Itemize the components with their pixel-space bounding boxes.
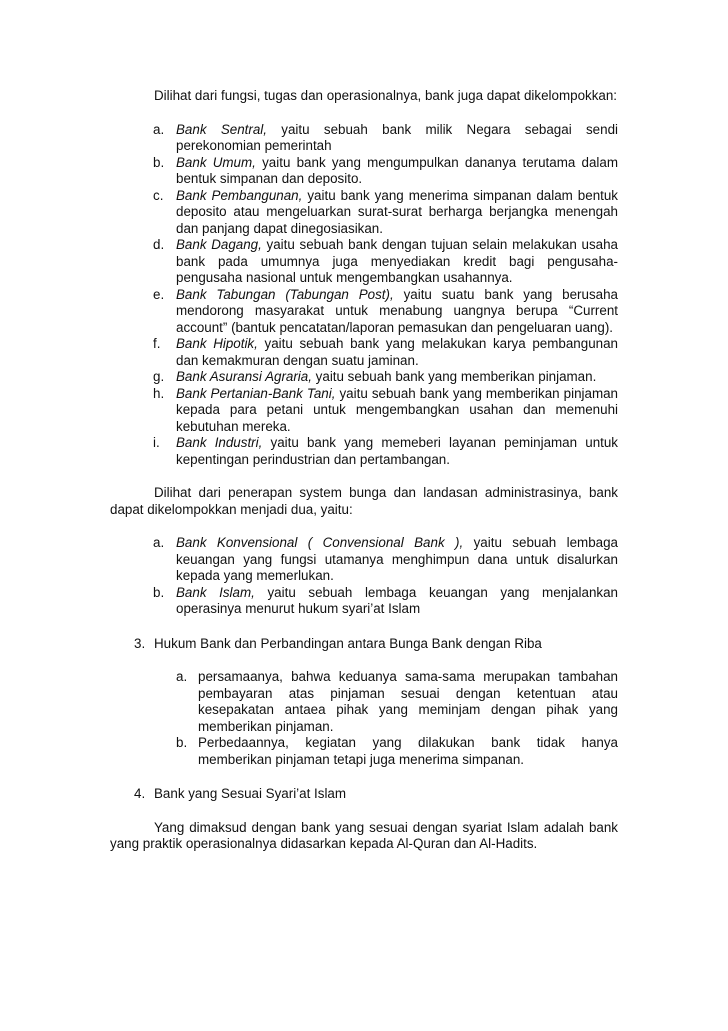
bank-term: Bank Dagang, — [176, 237, 262, 252]
intro-fungsi-paragraph: Dilihat dari fungsi, tugas dan operasionalnya, bank juga dapat dikelompokkan: — [154, 88, 618, 103]
list-item — [110, 122, 618, 155]
list-label: a. — [153, 121, 165, 137]
document-page — [110, 88, 618, 853]
bank-description: yaitu bank yang menerima simpanan dalam bentuk deposito atau mengeluarkan surat-surat berharga berjangka menengah dan panjang dapat dinegosiasikan. — [176, 187, 618, 236]
bank-term: Bank Umum, — [176, 154, 256, 170]
list-item — [110, 287, 618, 337]
list-item — [110, 386, 618, 436]
list-item — [110, 336, 618, 369]
bank-description: yaitu sebuah lembaga keuangan yang fungsi utamanya menghimpun dana untuk disalurkan kepada yang memerlukan. — [176, 535, 618, 583]
list-item — [110, 435, 618, 468]
bank-description: yaitu sebuah bank yang memberikan pinjaman. — [311, 369, 597, 384]
bank-term: Bank Pembangunan, — [176, 187, 303, 203]
bank-term: Bank Hipotik, — [176, 336, 258, 351]
fungsi-list — [110, 122, 618, 469]
section-number: 3. — [134, 635, 146, 651]
closing-paragraph: Yang dimaksud dengan bank yang sesuai dengan syariat Islam adalah bank yang praktik operasionalnya didasarkan kepada Al-Quran dan Al-Hadits. — [110, 819, 618, 851]
list-item — [110, 188, 618, 238]
section-4-heading — [110, 786, 618, 803]
list-label: i. — [153, 435, 160, 450]
list-label: f. — [153, 336, 161, 351]
bank-description: yaitu suatu bank yang berusaha mendorong masyarakat untuk menabung uangnya berupa “Current account” (bantuk pencatatan/laporan pemasukan dan pengeluaran uang). — [176, 286, 618, 335]
bank-description: yaitu sebuah bank milik Negara sebagai sendi perekonomian pemerintah — [176, 121, 618, 153]
bank-description: yaitu sebuah lembaga keuangan yang menjalankan operasinya menurut hukum syari’at Islam — [176, 584, 618, 616]
list-item — [110, 669, 618, 735]
list-item — [110, 369, 618, 386]
bank-description: yaitu bank yang mengumpulkan dananya terutama dalam bentuk simpanan dan deposito. — [176, 154, 619, 186]
bank-term: Bank Sentral, — [176, 121, 267, 137]
list-label: b. — [153, 154, 165, 170]
list-label: e. — [153, 286, 165, 302]
section-number: 4. — [134, 786, 146, 801]
list-item — [110, 735, 618, 768]
section-title: Hukum Bank dan Perbandingan antara Bunga Bank dengan Riba — [154, 635, 542, 651]
section-title: Bank yang Sesuai Syari’at Islam — [154, 786, 347, 801]
list-label: a. — [153, 535, 165, 550]
list-label: b. — [153, 584, 165, 600]
bank-description: yaitu sebuah bank dengan tujuan selain melakukan usaha bank pada umumnya juga menyediakan kredit bagi pengusaha-pengusaha nasional untuk mengembangkan usahannya. — [176, 237, 618, 285]
list-label: a. — [176, 669, 188, 684]
list-item — [110, 535, 618, 585]
list-label: b. — [176, 735, 188, 750]
list-label: c. — [153, 187, 164, 203]
list-item — [110, 585, 618, 618]
bank-description: yaitu sebuah bank yang memberikan pinjaman kepada para petani untuk mengembangkan usahan dan memenuhi kebutuhan mereka. — [176, 385, 618, 434]
bank-term: Bank Islam, — [176, 584, 255, 600]
bank-description: yaitu sebuah bank yang melakukan karya pembangunan dan kemakmuran dengan suatu jaminan. — [176, 336, 618, 368]
bank-term: Bank Industri, — [176, 435, 263, 450]
bunga-list — [110, 535, 618, 618]
bank-term: Bank Tabungan (Tabungan Post), — [176, 286, 394, 302]
list-label: h. — [153, 385, 165, 401]
riba-list — [110, 669, 618, 768]
section-3-heading — [110, 636, 618, 653]
bank-description: yaitu bank yang memeberi layanan peminjaman untuk kepentingan perindustrian dan pertambangan. — [176, 435, 618, 467]
list-item — [110, 155, 618, 188]
list-label: d. — [153, 237, 165, 252]
list-text: persamaanya, bahwa keduanya sama-sama merupakan tambahan pembayaran atas pinjaman sesuai dengan ketentuan atau kesepakatan antaea pihak yang meminjam dengan pihak yang memberikan pinjaman. — [198, 669, 618, 734]
list-item — [110, 237, 618, 287]
bank-term: Bank Asuransi Agraria, — [176, 369, 312, 384]
bank-term: Bank Pertanian-Bank Tani, — [176, 385, 336, 401]
list-label: g. — [153, 369, 165, 384]
intro-bunga-paragraph: Dilihat dari penerapan system bunga dan landasan administrasinya, bank dapat dikelompokkan menjadi dua, yaitu: — [110, 485, 618, 517]
list-text: Perbedaannya, kegiatan yang dilakukan bank tidak hanya memberikan pinjaman tetapi juga menerima simpanan. — [198, 735, 618, 767]
bank-term: Bank Konvensional ( Convensional Bank ), — [176, 535, 464, 550]
